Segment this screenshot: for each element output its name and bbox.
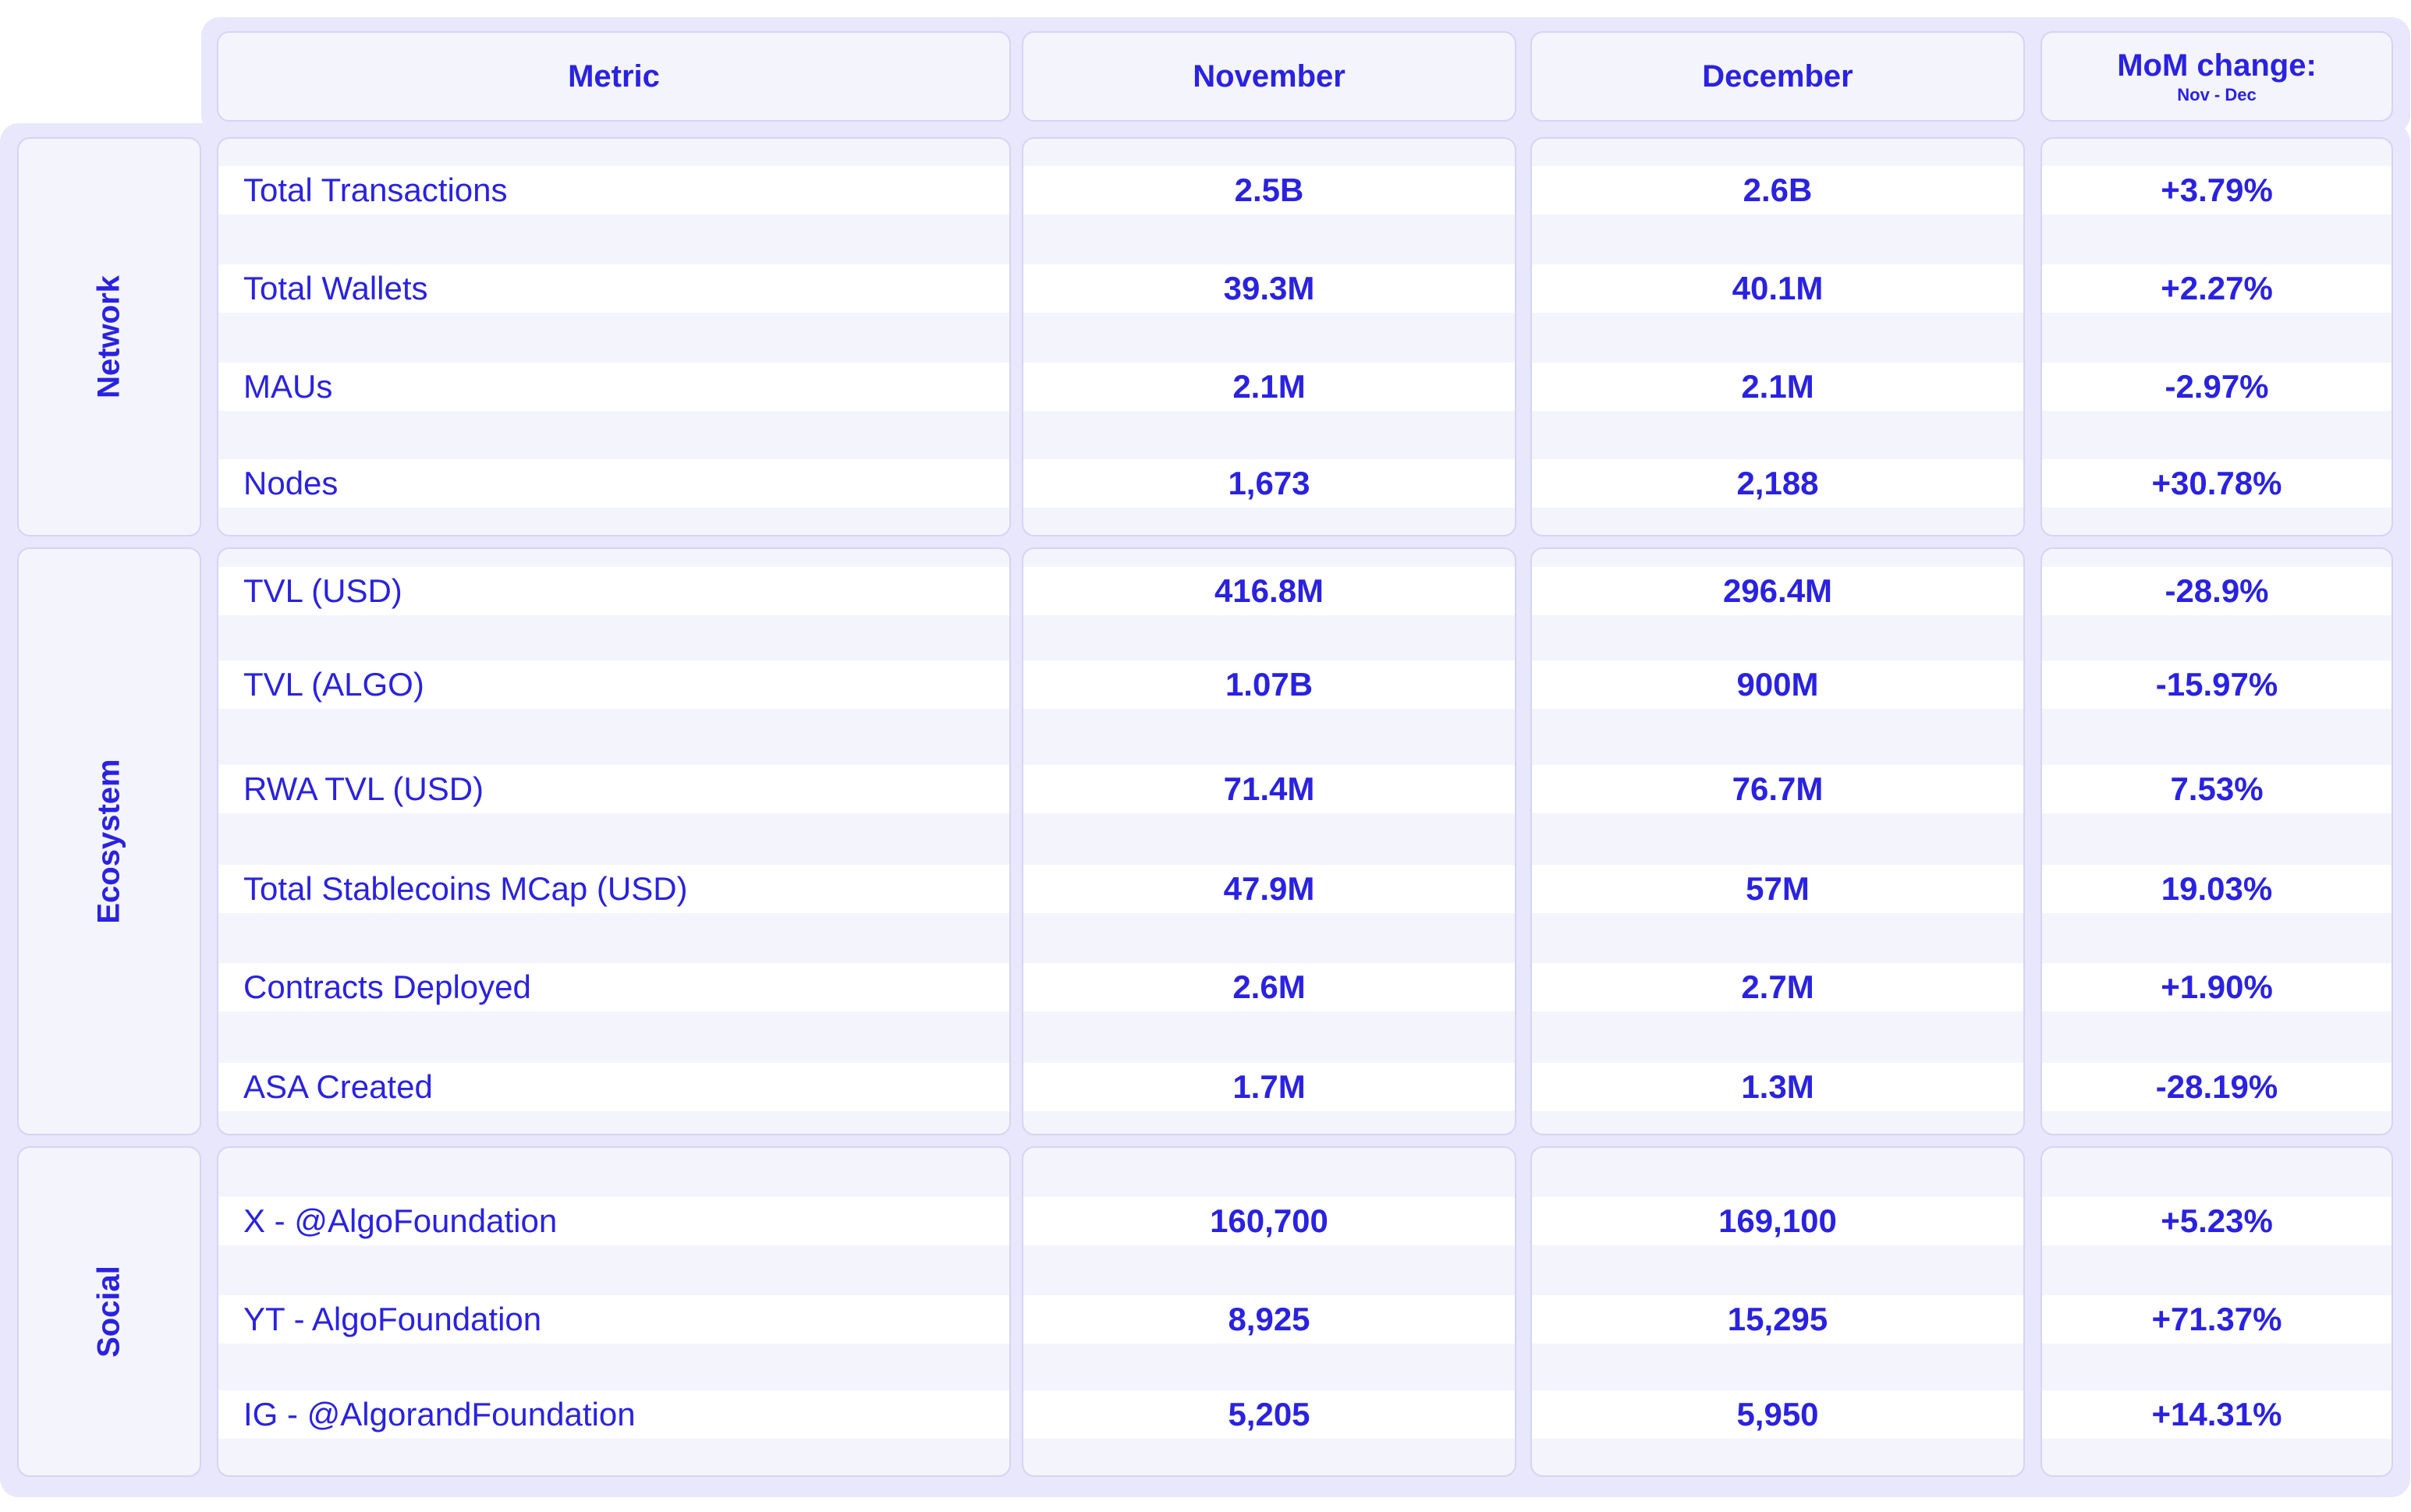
header-change bbox=[2040, 31, 2393, 122]
change-value: +14.31% bbox=[2151, 1396, 2282, 1432]
change-value: +5.23% bbox=[2161, 1202, 2273, 1239]
header-metric-label: Metric bbox=[568, 58, 660, 94]
metric-value: Total Wallets bbox=[243, 270, 428, 306]
metric-value: RWA TVL (USD) bbox=[243, 770, 484, 807]
ecosystem-december-cell bbox=[1530, 547, 2025, 1135]
ecosystem-change-cell bbox=[2040, 547, 2393, 1135]
december-value: 900M bbox=[1736, 666, 1819, 703]
december-value: 40.1M bbox=[1732, 270, 1824, 306]
november-value: 47.9M bbox=[1223, 870, 1315, 907]
section-label-ecosystem bbox=[17, 547, 201, 1135]
header-december-label: December bbox=[1702, 58, 1853, 94]
header-november bbox=[1022, 31, 1516, 122]
change-value: -2.97% bbox=[2165, 368, 2269, 405]
network-november-cell bbox=[1022, 137, 1516, 536]
change-value: -28.19% bbox=[2155, 1068, 2278, 1105]
social-change-cell bbox=[2040, 1146, 2393, 1477]
change-value: -15.97% bbox=[2155, 666, 2278, 703]
section-label-social bbox=[17, 1146, 201, 1477]
december-value: 2,188 bbox=[1736, 465, 1819, 501]
metric-value: ASA Created bbox=[243, 1068, 433, 1105]
header-december bbox=[1530, 31, 2025, 122]
metric-value: Total Stablecoins MCap (USD) bbox=[243, 870, 688, 907]
december-value: 5,950 bbox=[1736, 1396, 1819, 1432]
section-name: Ecosystem bbox=[91, 759, 126, 924]
change-value: +3.79% bbox=[2161, 172, 2273, 208]
ecosystem-metric-cell bbox=[217, 547, 1011, 1135]
november-value: 160,700 bbox=[1210, 1202, 1328, 1239]
change-value: 7.53% bbox=[2170, 770, 2264, 807]
change-value: +2.27% bbox=[2161, 270, 2273, 306]
november-value: 39.3M bbox=[1223, 270, 1315, 306]
december-value: 57M bbox=[1746, 870, 1810, 907]
header-metric bbox=[217, 31, 1011, 122]
social-december-cell bbox=[1530, 1146, 2025, 1477]
change-value: 19.03% bbox=[2161, 870, 2273, 907]
metric-value: IG - @AlgorandFoundation bbox=[243, 1396, 636, 1432]
network-metric-cell bbox=[217, 137, 1011, 536]
social-november-cell bbox=[1022, 1146, 1516, 1477]
november-value: 2.1M bbox=[1232, 368, 1306, 405]
network-change-cell bbox=[2040, 137, 2393, 536]
november-value: 1.7M bbox=[1232, 1068, 1306, 1105]
ecosystem-november-cell bbox=[1022, 547, 1516, 1135]
header-november-label: November bbox=[1193, 58, 1346, 94]
november-value: 5,205 bbox=[1228, 1396, 1310, 1432]
november-value: 8,925 bbox=[1228, 1301, 1310, 1337]
metric-value: Contracts Deployed bbox=[243, 968, 531, 1005]
december-value: 76.7M bbox=[1732, 770, 1824, 807]
november-value: 2.6M bbox=[1232, 968, 1306, 1005]
december-value: 1.3M bbox=[1741, 1068, 1814, 1105]
section-label-network bbox=[17, 137, 201, 536]
november-value: 416.8M bbox=[1214, 572, 1324, 609]
november-value: 1.07B bbox=[1225, 666, 1314, 703]
section-name: Social bbox=[91, 1266, 126, 1358]
december-value: 15,295 bbox=[1727, 1301, 1828, 1337]
header-change-label: MoM change: bbox=[2117, 48, 2317, 83]
change-value: +1.90% bbox=[2161, 968, 2273, 1005]
metric-value: Nodes bbox=[243, 465, 339, 501]
december-value: 2.7M bbox=[1741, 968, 1814, 1005]
november-value: 1,673 bbox=[1228, 465, 1310, 501]
metric-value: TVL (USD) bbox=[243, 572, 402, 609]
metric-value: X - @AlgoFoundation bbox=[243, 1202, 558, 1239]
change-value: +30.78% bbox=[2151, 465, 2282, 501]
social-metric-cell bbox=[217, 1146, 1011, 1477]
metric-value: Total Transactions bbox=[243, 172, 508, 208]
november-value: 2.5B bbox=[1234, 172, 1304, 208]
metric-value: TVL (ALGO) bbox=[243, 666, 424, 703]
metric-value: MAUs bbox=[243, 368, 333, 405]
network-december-cell bbox=[1530, 137, 2025, 536]
section-name: Network bbox=[91, 275, 126, 398]
metric-value: YT - AlgoFoundation bbox=[243, 1301, 542, 1337]
december-value: 2.6B bbox=[1743, 172, 1813, 208]
december-value: 169,100 bbox=[1718, 1202, 1837, 1239]
change-value: +71.37% bbox=[2151, 1301, 2282, 1337]
header-change-sublabel: Nov - Dec bbox=[2177, 84, 2257, 104]
december-value: 296.4M bbox=[1722, 572, 1833, 609]
november-value: 71.4M bbox=[1223, 770, 1315, 807]
december-value: 2.1M bbox=[1741, 368, 1814, 405]
change-value: -28.9% bbox=[2165, 572, 2269, 609]
